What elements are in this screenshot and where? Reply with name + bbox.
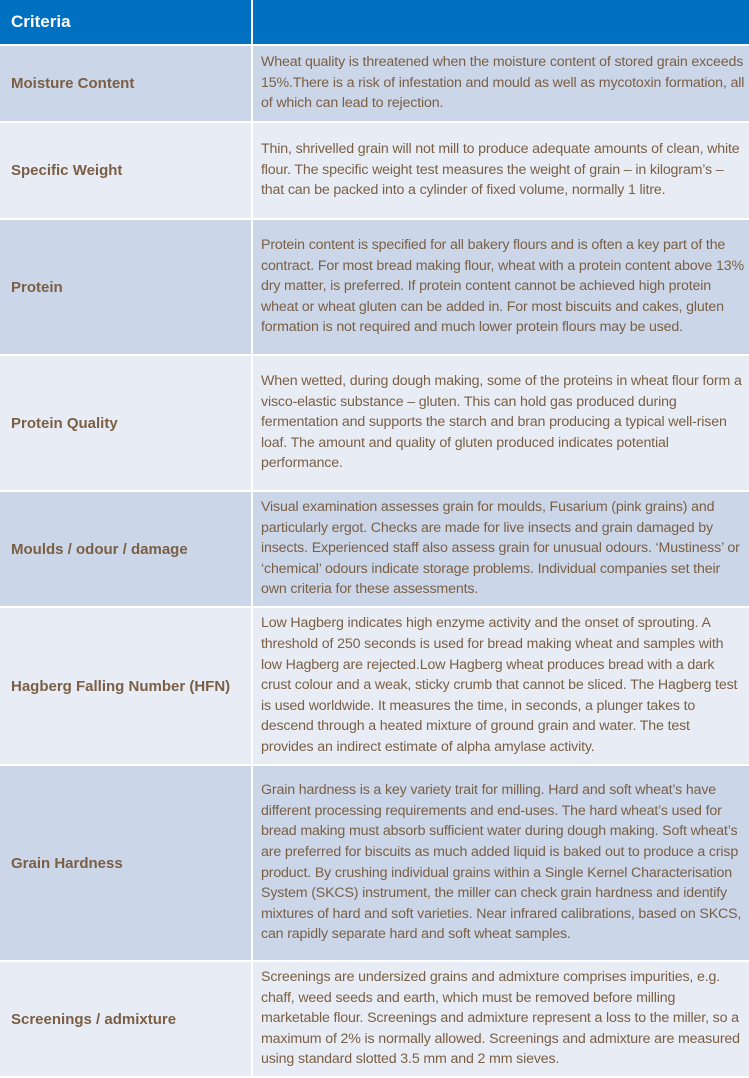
table-row-protein-quality [0,356,749,492]
criteria-description: Low Hagberg indicates high enzyme activity and the onset of sprouting. A threshold of 250 seconds is used for bread making wheat and samples with low Hagberg are rejected.Low Hagberg wheat produces bread with a dark crust colour and a weak, sticky crumb that cannot be sliced. The Hagberg test is used worldwide. It measures the time, in seconds, a plunger takes to descend through a heated mixture of ground grain and water. The test provides an indirect estimate of alpha amylase activity. [251,608,749,766]
criteria-label: Specific Weight [0,123,251,220]
criteria-label: Moulds / odour / damage [0,492,251,608]
table-row-specific-weight [0,123,749,220]
table-row-moulds-odour-damage [0,492,749,608]
criteria-description: Wheat quality is threatened when the moisture content of stored grain exceeds 15%.There is a risk of infestation and mould as well as mycotoxin formation, all of which can lead to rejection. [251,46,749,123]
header-criteria: Criteria [0,0,251,46]
table-row-hagberg-falling-number [0,608,749,766]
criteria-label: Moisture Content [0,46,251,123]
table-row-moisture-content [0,46,749,123]
table-row-protein [0,220,749,356]
criteria-label: Hagberg Falling Number (HFN) [0,608,251,766]
criteria-description: Grain hardness is a key variety trait for milling. Hard and soft wheat’s have different processing requirements and end-uses. The hard wheat’s used for bread making must absorb sufficient water during dough making. Soft wheat’s are preferred for biscuits as much added liquid is baked out to produce a crisp product. By crushing individual grains within a Single Kernel Characterisation System (SKCS) instrument, the miller can check grain hardness and identify mixtures of hard and soft varieties. Near infrared calibrations, based on SKCS, can rapidly separate hard and soft wheat samples. [251,766,749,962]
header-row [0,0,749,46]
criteria-label: Screenings / admixture [0,962,251,1078]
criteria-description: Thin, shrivelled grain will not mill to produce adequate amounts of clean, white flour. The specific weight test measures the weight of grain – in kilogram’s – that can be packed into a cylinder of fixed volume, normally 1 litre. [251,123,749,220]
criteria-description: Screenings are undersized grains and admixture comprises impurities, e.g. chaff, weed seeds and earth, which must be removed before milling marketable flour. Screenings and admixture represent a loss to the miller, so a maximum of 2% is normally allowed. Screenings and admixture are measured using standard slotted 3.5 mm and 2 mm sieves. [251,962,749,1078]
criteria-label: Protein [0,220,251,356]
table-row-grain-hardness [0,766,749,962]
criteria-label: Grain Hardness [0,766,251,962]
criteria-description: When wetted, during dough making, some of the proteins in wheat flour form a visco-elastic substance – gluten. This can hold gas produced during fermentation and supports the starch and bran producing a typical well-risen loaf. The amount and quality of gluten produced indicates potential performance. [251,356,749,492]
table-row-screenings-admixture [0,962,749,1078]
criteria-description: Visual examination assesses grain for moulds, Fusarium (pink grains) and particularly ergot. Checks are made for live insects and grain damaged by insects. Experienced staff also assess grain for unusual odours. ‘Mustiness’ or ‘chemical’ odours indicate storage problems. Individual companies set their own criteria for these assessments. [251,492,749,608]
criteria-description: Protein content is specified for all bakery flours and is often a key part of the contract. For most bread making flour, wheat with a protein content above 13% dry matter, is preferred. If protein content cannot be achieved high protein wheat or wheat gluten can be added in. For most biscuits and cakes, gluten formation is not required and much lower protein flours may be used. [251,220,749,356]
criteria-label: Protein Quality [0,356,251,492]
header-description [251,0,749,46]
